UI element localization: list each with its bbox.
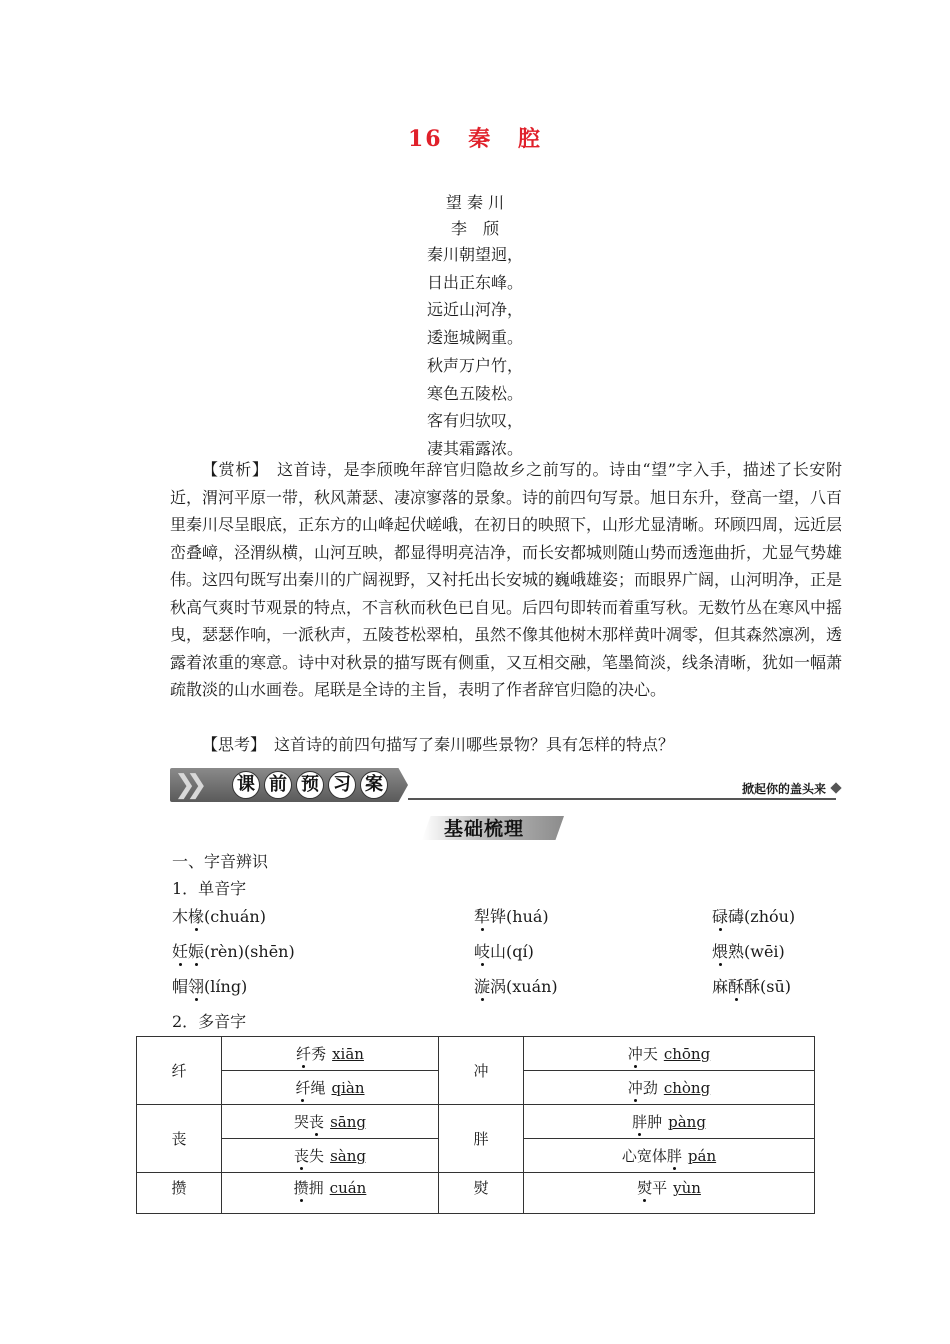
table-cell-word: 哭丧 sāng xyxy=(222,1105,439,1139)
section-heading: 一、字音辨识 xyxy=(172,852,269,871)
table-cell-char: 胖 xyxy=(439,1105,524,1173)
table-cell-word: 纤绳 qiàn xyxy=(222,1071,439,1105)
lesson-title xyxy=(0,122,950,153)
table-cell-word: 冲天 chōng xyxy=(524,1037,815,1071)
chevron-right-icon: ❯❯ xyxy=(174,770,198,800)
thinking-label: 【思考】 xyxy=(202,735,259,754)
lesson-number: 16 xyxy=(408,126,443,152)
appreciation-paragraph xyxy=(170,456,842,704)
single-char-item: 帽翎(líng) xyxy=(172,977,248,996)
banner-right-text: 掀起你的盖头来 xyxy=(741,782,826,796)
single-char-item: 犁铧(huá) xyxy=(474,907,549,926)
appreciation-text: 这首诗，是李颀晚年辞官归隐故乡之前写的。诗由“望”字入手，描述了长安附近，渭河平原一带，秋风萧瑟、凄凉寥落的景象。诗的前四句写景。旭日东升，登高一望，八百里秦川尽呈眼底，正东方的山峰起伏嵯峨，在初日的映照下，山形尤显清晰。环顾四周，远近层峦叠嶂，泾渭纵横，山河互映，都显得明亮洁净，而长安都城则随山势而透迤曲折，尤显气势雄伟。这四句既写出秦川的广阔视野，又衬托出长安城的巍峨雄姿；而眼界广阔，山河明净，正是秋高气爽时节观景的特点，不言秋而秋色已自见。后四句即转而着重写秋。无数竹丛在寒风中摇曳，瑟瑟作响，一派秋声，五陵苍松翠柏，虽然不像其他树木那样黄叶凋零，但其森然凛冽，透露着浓重的寒意。诗中对秋景的描写既有侧重，又互相交融，笔墨简淡，线条清晰，犹如一幅萧疏散淡的山水画卷。尾联是全诗的主旨，表明了作者辞官归隐的决心。 xyxy=(170,460,843,699)
poem-author: 李 颀 xyxy=(450,219,499,238)
table-row xyxy=(137,1105,815,1139)
subsection-heading: 2．多音字 xyxy=(172,1012,247,1031)
table-cell-word: 丧失 sàng xyxy=(222,1139,439,1173)
poem-line: 秦川朝望迥， xyxy=(426,245,523,264)
table-cell-char: 纤 xyxy=(137,1037,222,1105)
banner-title xyxy=(232,771,388,799)
thinking-paragraph xyxy=(170,731,842,759)
table-cell-word: 胖肿 pàng xyxy=(524,1105,815,1139)
diamond-icon xyxy=(830,782,841,793)
appreciation-label: 【赏析】 xyxy=(202,460,261,479)
single-char-item: 麻酥酥(sū) xyxy=(712,977,792,996)
table-row xyxy=(137,1037,815,1071)
table-cell-word: 纤秀 xiān xyxy=(222,1037,439,1071)
table-cell-word: 冲劲 chòng xyxy=(524,1071,815,1105)
subsection-heading: 1．单音字 xyxy=(172,879,247,898)
table-row xyxy=(137,1173,815,1214)
single-char-item: 碌碡(zhóu) xyxy=(712,907,796,926)
single-char-item: 煨熟(wēi) xyxy=(712,942,785,961)
table-cell-char: 熨 xyxy=(439,1173,524,1214)
table-cell-word: 心宽体胖 pán xyxy=(524,1139,815,1173)
banner-char: 案 xyxy=(360,771,388,799)
single-char-item: 漩涡(xuán) xyxy=(474,977,558,996)
poem-line: 寒色五陵松。 xyxy=(426,384,523,403)
table-cell-char: 攒 xyxy=(137,1173,222,1214)
banner-char: 前 xyxy=(264,771,292,799)
lesson-title-char-1: 秦 xyxy=(468,126,493,152)
lesson-title-char-2: 腔 xyxy=(517,126,542,152)
banner-char: 习 xyxy=(328,771,356,799)
banner-rule xyxy=(408,798,836,800)
poem-line: 远近山河净， xyxy=(426,300,523,319)
poem-line: 日出正东峰。 xyxy=(426,273,523,292)
table-cell-char: 冲 xyxy=(439,1037,524,1105)
sub-banner-title: 基础梳理 xyxy=(444,818,525,840)
polyphone-table xyxy=(136,1036,815,1214)
single-char-item: 妊娠(rèn)(shēn) xyxy=(172,942,295,961)
thinking-text: 这首诗的前四句描写了秦川哪些景物？具有怎样的特点？ xyxy=(274,735,675,754)
single-char-item: 木椽(chuán) xyxy=(172,907,266,926)
poem-line: 凄其霜露浓。 xyxy=(426,439,523,458)
banner-char: 课 xyxy=(232,771,260,799)
poem-line: 秋声万户竹， xyxy=(426,356,523,375)
table-cell-word: 攒拥 cuán xyxy=(222,1173,439,1214)
table-cell-char: 丧 xyxy=(137,1105,222,1173)
sub-banner xyxy=(422,812,564,842)
poem-line: 逶迤城阙重。 xyxy=(426,328,523,347)
single-char-item: 岐山(qí) xyxy=(474,942,534,961)
poem-title: 望 秦 川 xyxy=(445,193,505,212)
poem-line: 客有归欤叹， xyxy=(426,411,523,430)
banner-char: 预 xyxy=(296,771,324,799)
table-cell-word: 熨平 yùn xyxy=(524,1173,815,1214)
section-banner xyxy=(170,768,840,802)
